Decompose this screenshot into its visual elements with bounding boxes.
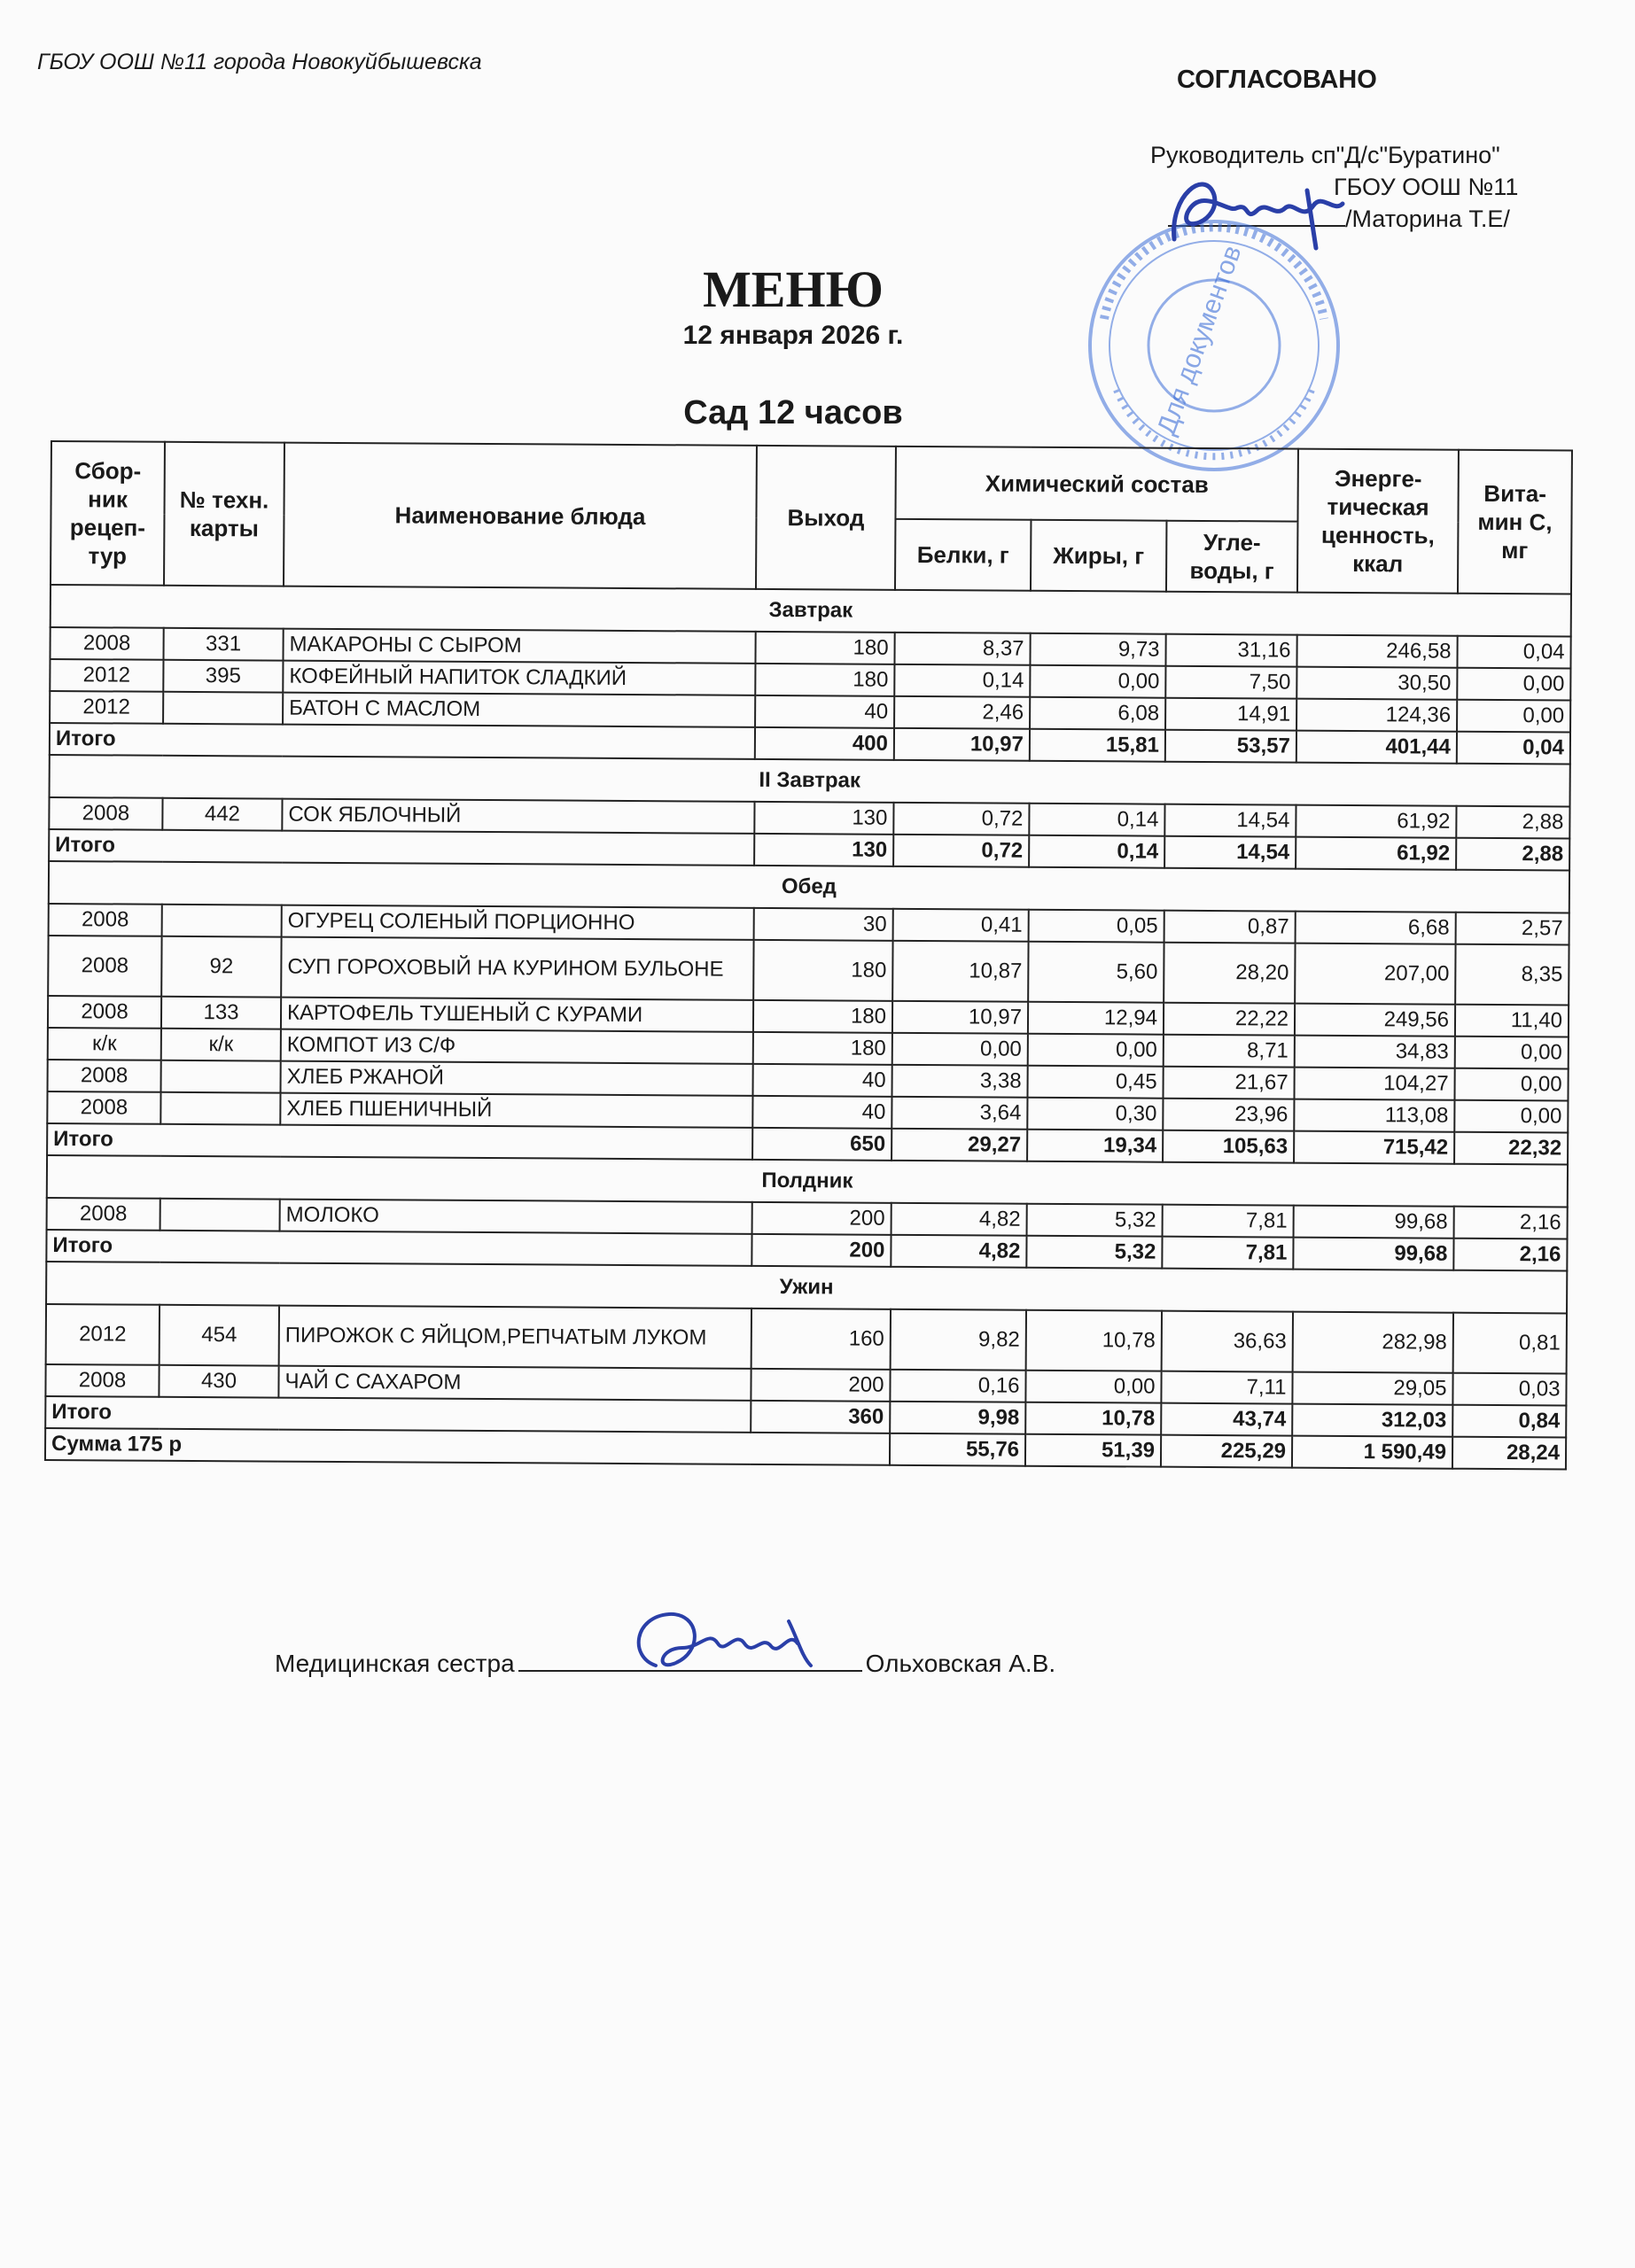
menu-title: МЕНЮ xyxy=(703,260,884,318)
approval-line-position: Руководитель сп"Д/с"Буратино" xyxy=(1150,142,1500,168)
cell-carbs: 14,54 xyxy=(1164,804,1296,837)
cell-energy: 249,56 xyxy=(1295,1004,1455,1037)
cell-vitamin-c: 0,00 xyxy=(1457,668,1570,701)
cell-fat: 0,05 xyxy=(1029,910,1164,943)
cell-collection: к/к xyxy=(48,1028,161,1060)
stamp-text: Для документов xyxy=(1151,241,1248,439)
total-value: 10,97 xyxy=(894,728,1030,761)
cell-vitamin-c: 8,35 xyxy=(1455,944,1569,1006)
cell-dish-name: ХЛЕБ ПШЕНИЧНЫЙ xyxy=(280,1093,752,1128)
total-value: 43,74 xyxy=(1161,1403,1292,1436)
approver-signature xyxy=(1152,159,1374,257)
section-title: Завтрак xyxy=(51,585,1571,636)
cell-vitamin-c: 0,00 xyxy=(1454,1068,1568,1101)
col-header-collection: Сбор-ник рецеп-тур xyxy=(51,441,165,586)
total-value: 0,04 xyxy=(1457,732,1570,765)
total-value: 400 xyxy=(755,727,894,760)
cell-vitamin-c: 0,00 xyxy=(1455,1037,1569,1069)
cell-vitamin-c: 0,00 xyxy=(1457,700,1570,733)
cell-energy: 29,05 xyxy=(1292,1372,1452,1405)
table-row xyxy=(46,1304,1567,1373)
cell-vitamin-c: 0,00 xyxy=(1454,1100,1568,1133)
cell-output: 180 xyxy=(753,940,892,1001)
cell-energy: 113,08 xyxy=(1294,1099,1454,1132)
cell-card: 395 xyxy=(163,660,283,693)
cell-protein: 0,72 xyxy=(893,803,1029,835)
cell-collection: 2008 xyxy=(49,797,162,830)
cell-collection: 2008 xyxy=(45,1364,159,1397)
total-label: Итого xyxy=(46,1230,751,1266)
col-header-protein: Белки, г xyxy=(895,519,1031,591)
cell-vitamin-c: 2,16 xyxy=(1454,1207,1568,1239)
cell-dish-name: ЧАЙ С САХАРОМ xyxy=(278,1366,751,1401)
approval-title: СОГЛАСОВАНО xyxy=(1177,66,1377,94)
cell-collection: 2008 xyxy=(48,936,161,997)
nurse-name: Ольховская А.В. xyxy=(865,1650,1056,1677)
cell-protein: 10,97 xyxy=(892,1001,1028,1034)
total-value: 4,82 xyxy=(891,1235,1026,1268)
cell-protein: 9,82 xyxy=(891,1309,1026,1371)
cell-fat: 6,08 xyxy=(1030,697,1165,730)
cell-fat: 5,60 xyxy=(1028,942,1164,1003)
cell-output: 40 xyxy=(755,695,894,728)
cell-card: 442 xyxy=(162,798,282,831)
cell-energy: 30,50 xyxy=(1296,667,1457,700)
cell-protein: 8,37 xyxy=(894,633,1030,665)
cell-energy: 104,27 xyxy=(1294,1068,1454,1100)
cell-energy: 207,00 xyxy=(1295,944,1455,1005)
total-value: 10,78 xyxy=(1025,1402,1161,1435)
section-title: II Завтрак xyxy=(50,755,1570,806)
cell-dish-name: СУП ГОРОХОВЫЙ НА КУРИНОМ БУЛЬОНЕ xyxy=(281,937,753,1000)
cell-fat: 0,30 xyxy=(1027,1098,1163,1130)
cell-fat: 0,14 xyxy=(1029,804,1164,836)
total-value: 312,03 xyxy=(1292,1404,1452,1437)
cell-vitamin-c: 2,57 xyxy=(1456,913,1569,945)
total-value: 53,57 xyxy=(1165,730,1296,763)
cell-energy: 34,83 xyxy=(1295,1036,1455,1068)
cell-carbs: 21,67 xyxy=(1163,1067,1294,1099)
total-value: 0,84 xyxy=(1452,1405,1566,1438)
cell-dish-name: МОЛОКО xyxy=(280,1200,752,1234)
total-value: 9,98 xyxy=(890,1402,1025,1434)
total-value: 5,32 xyxy=(1026,1236,1162,1269)
total-value: 61,92 xyxy=(1296,837,1456,870)
total-value: 14,54 xyxy=(1164,836,1296,869)
col-header-chemical: Химический состав xyxy=(895,447,1297,522)
sum-label: Сумма 175 р xyxy=(45,1428,890,1465)
cell-output: 200 xyxy=(751,1369,890,1402)
total-value: 650 xyxy=(752,1128,891,1161)
cell-output: 160 xyxy=(751,1309,891,1370)
cell-output: 40 xyxy=(752,1064,891,1097)
total-value: 99,68 xyxy=(1293,1238,1453,1270)
cell-card: 331 xyxy=(163,628,283,661)
cell-output: 180 xyxy=(755,632,894,664)
cell-collection: 2008 xyxy=(47,1091,160,1124)
cell-protein: 0,00 xyxy=(892,1033,1028,1066)
total-value: 0,14 xyxy=(1029,835,1164,868)
total-value: 0,72 xyxy=(893,835,1029,867)
total-value: 22,32 xyxy=(1454,1132,1568,1165)
cell-protein: 3,38 xyxy=(891,1065,1027,1098)
total-value: 2,16 xyxy=(1453,1239,1567,1271)
total-value: 105,63 xyxy=(1163,1130,1294,1163)
cell-dish-name: ПИРОЖОК С ЯЙЦОМ,РЕПЧАТЫМ ЛУКОМ xyxy=(279,1306,751,1369)
cell-vitamin-c: 0,03 xyxy=(1452,1373,1566,1406)
cell-dish-name: КОФЕЙНЫЙ НАПИТОК СЛАДКИЙ xyxy=(283,661,755,695)
section-title: Полдник xyxy=(47,1155,1568,1207)
col-header-energy: Энерге-тическая ценность, ккал xyxy=(1297,449,1459,594)
total-value: 715,42 xyxy=(1294,1131,1454,1164)
cell-output: 180 xyxy=(755,664,894,696)
approval-line-school: ГБОУ ООШ №11 xyxy=(1334,174,1519,200)
col-header-output: Выход xyxy=(756,446,896,590)
cell-carbs: 28,20 xyxy=(1164,943,1295,1004)
cell-dish-name: ХЛЕБ РЖАНОЙ xyxy=(281,1061,753,1096)
total-label: Итого xyxy=(49,829,754,866)
col-header-card: № техн. карты xyxy=(164,442,284,586)
cell-dish-name: СОК ЯБЛОЧНЫЙ xyxy=(282,799,754,834)
cell-carbs: 22,22 xyxy=(1164,1003,1295,1036)
cell-card xyxy=(163,692,283,725)
cell-fat: 0,45 xyxy=(1027,1066,1163,1099)
total-label: Итого xyxy=(45,1396,751,1433)
cell-card xyxy=(161,1060,281,1093)
cell-vitamin-c: 2,88 xyxy=(1456,806,1569,839)
cell-collection: 2012 xyxy=(46,1304,160,1365)
table-row xyxy=(48,936,1569,1005)
cell-collection: 2008 xyxy=(49,904,162,936)
cell-energy: 282,98 xyxy=(1293,1312,1453,1373)
total-value: 15,81 xyxy=(1030,729,1165,762)
total-label: Итого xyxy=(47,1123,752,1160)
cell-vitamin-c: 0,81 xyxy=(1453,1313,1567,1374)
cell-vitamin-c: 0,04 xyxy=(1457,636,1570,669)
cell-protein: 4,82 xyxy=(891,1203,1027,1236)
cell-collection: 2008 xyxy=(50,627,163,660)
cell-collection: 2012 xyxy=(50,691,163,724)
cell-card xyxy=(160,1092,280,1125)
cell-output: 30 xyxy=(754,908,893,941)
cell-card: 430 xyxy=(159,1365,278,1398)
cell-carbs: 7,11 xyxy=(1161,1371,1292,1404)
cell-fat: 0,00 xyxy=(1025,1371,1161,1403)
cell-fat: 0,00 xyxy=(1030,665,1165,698)
approver-name: /Маторина Т.Е/ xyxy=(1345,206,1510,232)
cell-output: 130 xyxy=(754,802,893,835)
cell-dish-name: ОГУРЕЦ СОЛЕНЫЙ ПОРЦИОННО xyxy=(282,905,754,940)
total-value: 19,34 xyxy=(1027,1130,1163,1162)
cell-energy: 99,68 xyxy=(1294,1206,1454,1239)
cell-fat: 10,78 xyxy=(1026,1310,1162,1371)
sum-value: 55,76 xyxy=(890,1433,1025,1466)
menu-subtitle: Сад 12 часов xyxy=(683,394,903,431)
col-header-vitamin-c: Вита-мин С, мг xyxy=(1458,450,1572,594)
cell-fat: 9,73 xyxy=(1030,633,1165,666)
cell-carbs: 31,16 xyxy=(1165,634,1296,667)
cell-output: 180 xyxy=(753,1000,892,1033)
cell-carbs: 7,50 xyxy=(1165,666,1296,699)
cell-dish-name: КАРТОФЕЛЬ ТУШЕНЫЙ С КУРАМИ xyxy=(281,998,753,1032)
cell-dish-name: МАКАРОНЫ С СЫРОМ xyxy=(283,629,755,664)
total-label: Итого xyxy=(50,723,755,759)
total-value: 360 xyxy=(751,1401,890,1433)
cell-output: 40 xyxy=(752,1096,891,1129)
cell-card xyxy=(160,1199,280,1231)
cell-output: 180 xyxy=(753,1032,892,1065)
cell-protein: 2,46 xyxy=(894,696,1030,729)
cell-card: к/к xyxy=(161,1029,281,1061)
cell-fat: 0,00 xyxy=(1028,1034,1164,1067)
cell-card xyxy=(162,905,282,937)
sum-value: 28,24 xyxy=(1452,1437,1566,1470)
total-value: 401,44 xyxy=(1296,731,1457,764)
cell-card: 133 xyxy=(161,997,281,1029)
cell-energy: 6,68 xyxy=(1296,912,1456,944)
sum-value: 51,39 xyxy=(1025,1434,1161,1467)
cell-carbs: 7,81 xyxy=(1163,1205,1294,1238)
cell-dish-name: КОМПОТ ИЗ С/Ф xyxy=(281,1029,753,1064)
cell-protein: 10,87 xyxy=(892,941,1028,1002)
cell-energy: 246,58 xyxy=(1296,635,1457,668)
cell-dish-name: БАТОН С МАСЛОМ xyxy=(283,693,755,727)
col-header-dish-name: Наименование блюда xyxy=(284,443,757,589)
cell-collection: 2012 xyxy=(50,659,163,692)
total-value: 130 xyxy=(754,834,893,866)
cell-energy: 61,92 xyxy=(1296,805,1456,838)
cell-collection: 2008 xyxy=(48,996,161,1029)
cell-fat: 5,32 xyxy=(1027,1204,1163,1237)
nurse-label: Медицинская сестра xyxy=(275,1650,515,1677)
col-header-fat: Жиры, г xyxy=(1031,520,1166,592)
cell-card: 454 xyxy=(160,1305,279,1366)
cell-vitamin-c: 11,40 xyxy=(1455,1005,1569,1037)
total-value: 200 xyxy=(751,1234,891,1267)
section-title: Обед xyxy=(49,861,1569,913)
menu-table-body xyxy=(45,585,1571,1469)
cell-carbs: 36,63 xyxy=(1162,1311,1293,1372)
cell-fat: 12,94 xyxy=(1028,1002,1164,1035)
cell-card: 92 xyxy=(161,936,281,998)
cell-carbs: 14,91 xyxy=(1165,698,1296,731)
cell-protein: 0,14 xyxy=(894,664,1030,697)
cell-collection: 2008 xyxy=(47,1198,160,1231)
total-value: 7,81 xyxy=(1162,1237,1293,1270)
cell-protein: 0,16 xyxy=(890,1370,1025,1402)
sum-value: 1 590,49 xyxy=(1292,1436,1452,1469)
cell-carbs: 23,96 xyxy=(1163,1099,1294,1131)
menu-table xyxy=(44,440,1573,1470)
menu-date: 12 января 2026 г. xyxy=(682,321,904,350)
total-value: 2,88 xyxy=(1456,838,1569,871)
total-value: 29,27 xyxy=(891,1129,1027,1161)
col-header-carbs: Угле-воды, г xyxy=(1166,521,1297,593)
nurse-signature xyxy=(620,1604,851,1683)
section-title: Ужин xyxy=(46,1262,1567,1313)
cell-collection: 2008 xyxy=(48,1060,161,1092)
cell-protein: 0,41 xyxy=(893,909,1029,942)
cell-carbs: 8,71 xyxy=(1164,1035,1295,1068)
cell-carbs: 0,87 xyxy=(1164,911,1296,944)
organization-name: ГБОУ ООШ №11 города Новокуйбышевска xyxy=(37,50,482,74)
sum-value: 225,29 xyxy=(1161,1435,1292,1468)
cell-energy: 124,36 xyxy=(1296,699,1457,732)
cell-protein: 3,64 xyxy=(891,1097,1027,1130)
cell-output: 200 xyxy=(752,1202,891,1235)
